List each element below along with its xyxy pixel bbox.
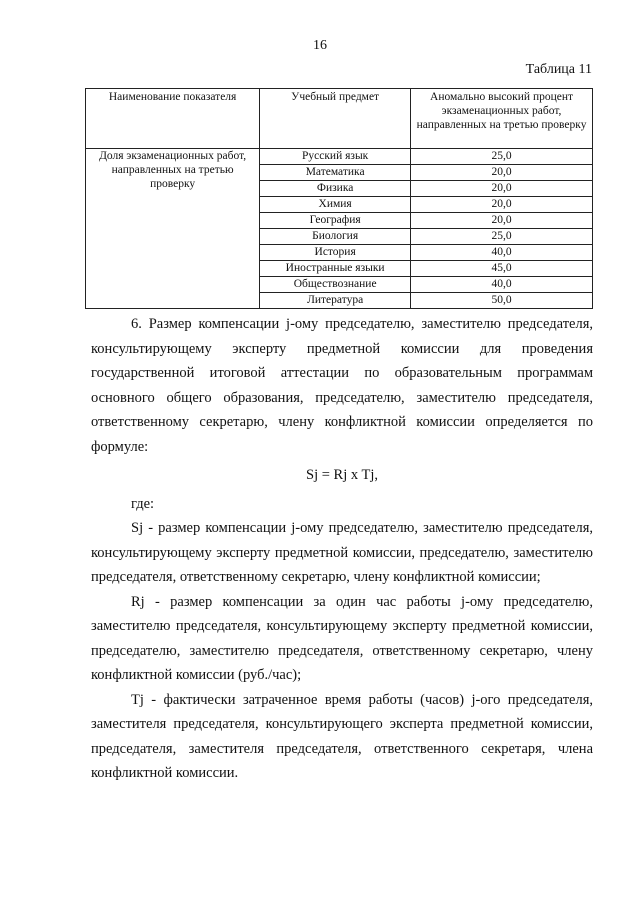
header-indicator: Наименование показателя <box>86 89 260 149</box>
header-subject: Учебный предмет <box>260 89 411 149</box>
page-number: 16 <box>313 38 327 53</box>
table-row <box>86 149 593 165</box>
value-cell: 40,0 <box>411 245 593 261</box>
definition-sj: Sj - размер компенсации j-ому председателю, заместителю председателя, консультирующему эксперту предметной комиссии, председателю, заместителю председателя, ответственному секретарю, члену конфликтной комиссии; <box>91 520 593 585</box>
where-label: где: <box>131 495 155 512</box>
formula: Sj = Rj x Tj, <box>306 467 378 483</box>
value-cell: 20,0 <box>411 181 593 197</box>
paragraph-6: 6. Размер компенсации j-ому председателю, заместителю председателя, консультирующему эксперту предметной комиссии для проведения государственной итоговой аттестации по образовательным программам основного общего образования, председателю, заместителю председателя, ответственному секретарю, члену конфликтной комиссии определяется по формуле: <box>91 316 593 455</box>
subject-cell: Иностранные языки <box>260 261 411 277</box>
subject-cell: Физика <box>260 181 411 197</box>
data-table <box>85 88 593 309</box>
value-cell: 40,0 <box>411 277 593 293</box>
value-cell: 50,0 <box>411 293 593 309</box>
value-cell: 25,0 <box>411 229 593 245</box>
subject-cell: Биология <box>260 229 411 245</box>
table-caption: Таблица 11 <box>525 62 592 77</box>
value-cell: 20,0 <box>411 197 593 213</box>
body-text <box>91 312 593 786</box>
indicator-cell: Доля экзаменационных работ, направленных на третью проверку <box>86 149 260 309</box>
subject-cell: Русский язык <box>260 149 411 165</box>
value-cell: 45,0 <box>411 261 593 277</box>
subject-cell: География <box>260 213 411 229</box>
definition-tj: Tj - фактически затраченное время работы (часов) j-ого председателя, заместителя председателя, консультирующего эксперта предметной комиссии, председателя, заместителя председателя, ответственного секретаря, члена конфликтной комиссии. <box>91 691 593 781</box>
subject-cell: Литература <box>260 293 411 309</box>
subject-cell: История <box>260 245 411 261</box>
value-cell: 20,0 <box>411 213 593 229</box>
value-cell: 25,0 <box>411 149 593 165</box>
subject-cell: Химия <box>260 197 411 213</box>
value-cell: 20,0 <box>411 165 593 181</box>
header-percent: Аномально высокий процент экзаменационных работ, направленных на третью проверку <box>411 89 593 149</box>
subject-cell: Обществознание <box>260 277 411 293</box>
table-header-row <box>86 89 593 149</box>
subject-cell: Математика <box>260 165 411 181</box>
definition-rj: Rj - размер компенсации за один час работы j-ому председателю, заместителю председателя, консультирующему эксперту предметной комиссии, председателю, заместителю председателя, ответственному секретарю, члену конфликтной комиссии (руб./час); <box>91 593 593 683</box>
